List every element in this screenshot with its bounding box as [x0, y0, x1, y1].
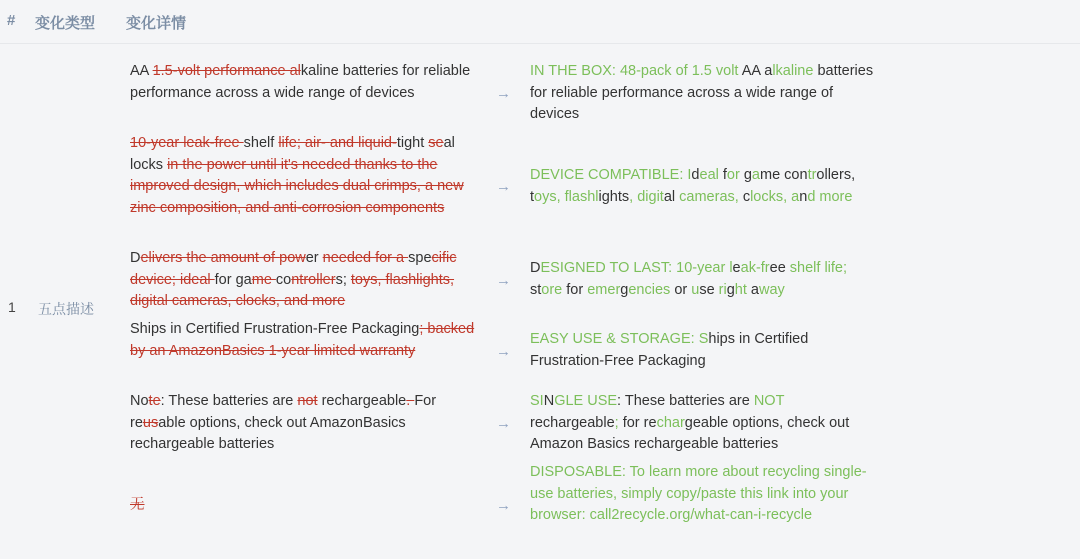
added-text: lkaline: [772, 63, 818, 79]
deleted-text: toys, flashlights, digital cameras, clocks, and more: [130, 271, 455, 309]
new-text: [530, 61, 875, 126]
kept-text: sh: [243, 135, 259, 151]
added-text: ak-fr: [740, 260, 770, 276]
kept-text: For re: [130, 393, 437, 431]
unchanged-text: g: [620, 281, 629, 298]
unchanged-text: hips in Certified Frustration-Free Packaging: [530, 331, 809, 369]
kept-text: tight: [396, 135, 429, 151]
added-text: SI: [530, 393, 544, 409]
added-text: ESIGNED TO LAST: 10-year l: [540, 260, 733, 276]
header-index: #: [7, 12, 16, 29]
unchanged-text: c: [742, 188, 751, 205]
deleted-text: 1.5-volt performance al: [152, 63, 301, 79]
unchanged-text: batteries for reliable performance across a wide range of devices: [530, 63, 874, 122]
deleted-text: the power until it's needed thanks to the improved design, which includes dual crimps, a new zinc composition, and anti-corrosion components: [130, 156, 464, 216]
deleted-text: 10-year leak-free: [130, 135, 244, 151]
kept-text: No: [130, 393, 149, 409]
new-text: [530, 329, 875, 372]
deleted-text: not: [297, 393, 318, 409]
added-text: ;: [614, 414, 623, 431]
table-header: [0, 0, 1080, 44]
unchanged-text: a: [750, 281, 759, 298]
unchanged-text: able options, check out Amazon Basics rechargeable batteries: [530, 414, 850, 452]
unchanged-text: for: [566, 281, 588, 298]
deleted-text: liquid-: [358, 135, 397, 151]
arrow-icon: →: [496, 415, 511, 432]
added-text: locks, a: [750, 188, 800, 205]
unchanged-text: ge: [684, 414, 701, 431]
unchanged-text: : These batteries are: [617, 393, 754, 409]
added-text: GLE USE: [554, 393, 618, 409]
unchanged-text: ee: [769, 260, 790, 276]
deleted-text: .: [406, 393, 415, 409]
unchanged-text: g: [743, 167, 752, 183]
added-text: a: [751, 167, 760, 183]
old-text: [130, 391, 480, 456]
added-text: , digit: [629, 188, 664, 205]
kept-text: kaline batteries for reliable performance across a wide range of devices: [130, 63, 471, 101]
unchanged-text: se: [699, 281, 719, 298]
new-text: [530, 165, 875, 208]
deleted-text: in: [167, 156, 183, 173]
row-index: 1: [8, 299, 16, 315]
kept-text: co: [275, 271, 292, 288]
kept-text: AA: [130, 63, 153, 79]
kept-text: er: [305, 250, 323, 266]
header-change-detail: 变化详情: [126, 15, 187, 32]
deleted-text: needed: [322, 250, 376, 266]
arrow-icon: →: [496, 497, 511, 514]
unchanged-text: N: [543, 393, 555, 409]
unchanged-text: f: [722, 167, 727, 183]
row-change-type: 五点描述: [38, 301, 94, 317]
deleted-text: cific device; ideal: [130, 250, 457, 288]
kept-text: s;: [335, 271, 351, 288]
unchanged-text: d: [691, 167, 700, 183]
added-text: eal: [699, 167, 723, 183]
kept-text: lf: [267, 135, 279, 151]
deleted-text: elivers the amount of: [140, 250, 280, 266]
added-text: or: [726, 167, 744, 183]
deleted-text: pow: [279, 250, 306, 266]
kept-text: spe: [408, 250, 432, 266]
kept-text: D: [130, 250, 141, 266]
unchanged-text: D: [530, 260, 541, 276]
unchanged-text: n: [799, 188, 808, 205]
deleted-text: for a: [375, 250, 409, 266]
unchanged-text: t: [530, 188, 535, 205]
unchanged-text: AA a: [741, 63, 773, 79]
unchanged-text: st: [530, 281, 542, 298]
unchanged-text: rechargeable: [530, 414, 615, 431]
old-text: [130, 495, 480, 517]
kept-text: rechargeable: [317, 393, 407, 409]
new-text: [530, 391, 875, 456]
unchanged-text: me con: [760, 167, 808, 183]
old-text: [130, 133, 480, 219]
added-text: ri: [718, 281, 727, 298]
added-text: char: [656, 414, 685, 431]
kept-text: able options, check out AmazonBasics rechargeable batteries: [130, 414, 406, 452]
added-text: d more: [807, 188, 853, 205]
new-text: [530, 258, 875, 301]
deleted-text: ; backed by an AmazonBasics 1-year limited warranty: [130, 321, 475, 359]
added-text: encies: [628, 281, 675, 298]
unchanged-text: e: [732, 260, 741, 276]
added-text: way: [759, 281, 785, 298]
deleted-text: se: [428, 135, 444, 151]
added-text: u: [691, 281, 700, 298]
unchanged-text: for re: [622, 414, 657, 431]
deleted-text: and: [329, 135, 359, 151]
added-text: IN THE BOX: 48-pack of 1.5 volt: [530, 63, 742, 79]
arrow-icon: →: [496, 272, 511, 289]
old-text: [130, 61, 480, 104]
added-text: oys, flashl: [534, 188, 599, 205]
deleted-text: us: [142, 414, 159, 431]
old-text: [130, 248, 480, 313]
unchanged-text: ights: [598, 188, 630, 205]
added-text: DEVICE COMPATIBLE: I: [530, 167, 692, 183]
unchanged-text: or: [674, 281, 692, 298]
added-text: ht: [734, 281, 751, 298]
deleted-text: me: [251, 271, 276, 288]
arrow-icon: →: [496, 343, 511, 360]
arrow-icon: →: [496, 178, 511, 195]
kept-text: ga: [235, 271, 252, 288]
added-text: ore: [541, 281, 567, 298]
unchanged-text: al: [663, 188, 676, 205]
header-change-type: 变化类型: [35, 15, 96, 32]
kept-text: e: [258, 135, 268, 151]
old-text: [130, 319, 480, 362]
added-text: DISPOSABLE: To learn more about recycling single-use batteries, simply copy/paste this link into your browser: call2recycle.org/what-can-i-recycle: [530, 464, 867, 523]
kept-text: Ships in Certified Frustration-Free Packaging: [130, 321, 420, 337]
added-text: NOT: [753, 393, 785, 409]
deleted-text: ntroller: [291, 271, 336, 288]
unchanged-text: ollers,: [816, 167, 856, 183]
arrow-icon: →: [496, 85, 511, 102]
new-text: [530, 462, 875, 527]
deleted-text: life; air-: [278, 135, 330, 151]
added-text: EASY USE & STORAGE: S: [530, 331, 709, 347]
kept-text: al locks: [130, 135, 455, 173]
added-text: cameras,: [675, 188, 743, 205]
kept-text: : These batteries are: [160, 393, 298, 409]
deleted-text: te: [148, 393, 161, 409]
unchanged-text: g: [726, 281, 735, 298]
added-text: emer: [587, 281, 621, 298]
deleted-text: 无: [130, 497, 145, 513]
added-text: tr: [807, 167, 817, 183]
added-text: shelf life;: [789, 260, 848, 276]
kept-text: for: [214, 271, 236, 288]
